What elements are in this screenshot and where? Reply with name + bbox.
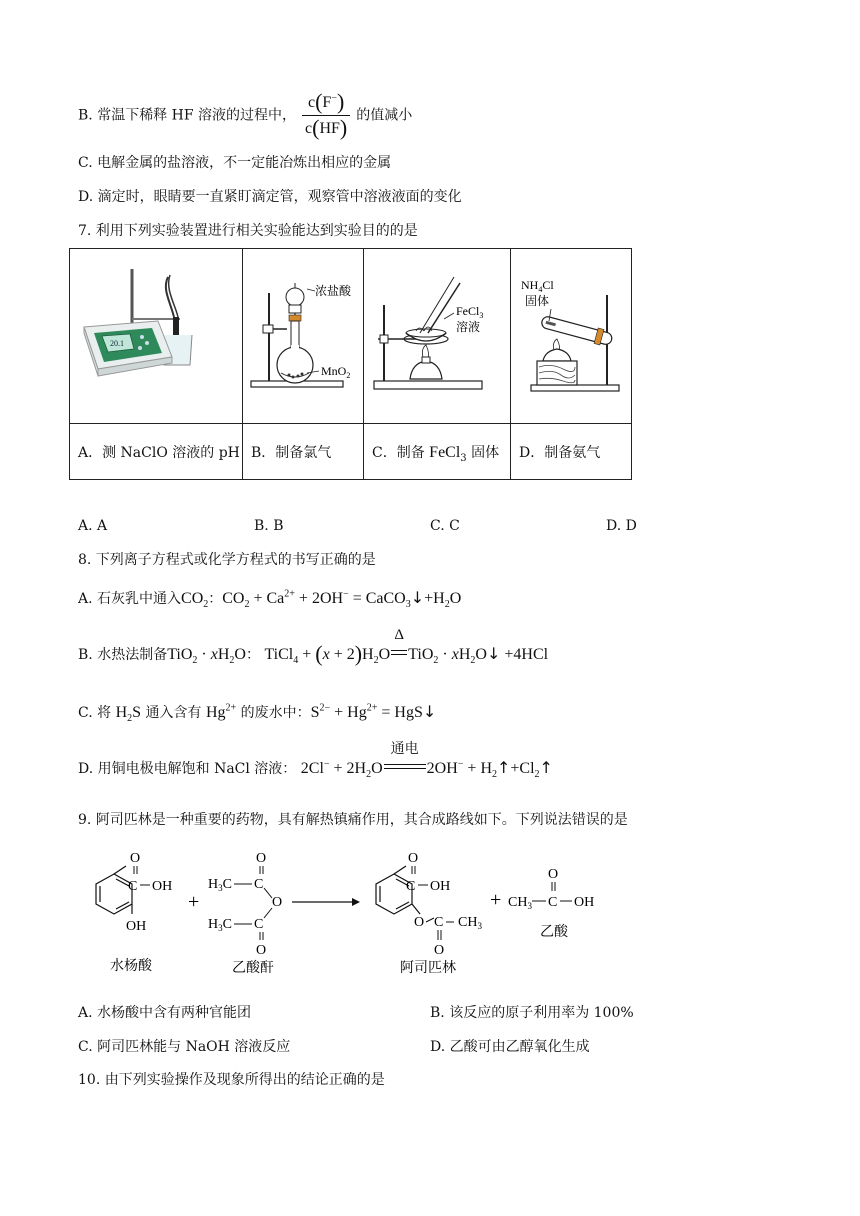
svg-text:+: +	[188, 891, 200, 913]
meter-display: 20.1	[110, 339, 124, 348]
svg-text:O: O	[272, 895, 283, 910]
caption-a: A．测 NaClO 溶液的 pH	[70, 424, 243, 480]
caption-d: D．制备氨气	[511, 424, 632, 480]
q6-option-b: B. 常温下稀释 HF 溶液的过程中， $\frac{c(F^-)}{c(HF)}$ 的值减小	[78, 89, 413, 140]
svg-text:H3C: $H_3C$	[208, 917, 232, 933]
solid-label: 固体	[525, 294, 550, 308]
svg-text:OH: OH	[126, 919, 147, 934]
anhydride-name: 乙酸酐	[232, 961, 274, 976]
aspirin-name: 阿司匹林	[400, 961, 456, 976]
ammonia-figure	[511, 249, 631, 419]
svg-text:H3C: $H_3C$	[208, 877, 232, 893]
q7-choice-a: A. A	[78, 518, 108, 534]
q6-option-c: C. 电解金属的盐溶液，不一定能冶炼出相应的金属	[78, 155, 392, 171]
svg-text:C: C	[254, 917, 264, 932]
acetic-name: 乙酸	[540, 925, 568, 940]
q9-option-d: D. 乙酸可由乙醇氧化生成	[430, 1039, 590, 1055]
q9-option-c: C. 阿司匹林能与 NaOH 溶液反应	[78, 1039, 291, 1055]
apparatus-d-cell	[511, 249, 632, 424]
apparatus-a-cell	[70, 249, 243, 424]
q8-option-a: A. 石灰乳中通入$CO_2$：$CO_2 + Ca^{2+} + 2OH^-$ = $CaCO_3↓+H_2O$	[78, 588, 462, 611]
q8-option-c: C. 将 $H_2S$ 通入含有 $Hg^{2+}$ 的废水中：$S^{2-} + Hg^{2+}$ = HgS↓	[78, 702, 437, 725]
svg-text:C: C	[548, 895, 558, 910]
svg-text:OH: OH	[430, 879, 451, 894]
q8-option-d: D. 用铜电极电解饱和 NaCl 溶液： $2Cl^- + 2H_2O$ 通电 $2OH^- + H_2↑+Cl_2↑$	[78, 741, 553, 781]
q7-choice-b: B. B	[254, 518, 284, 534]
fraction	[302, 89, 350, 140]
q7-choice-d: D. D	[606, 518, 637, 534]
q7-apparatus-table	[69, 248, 632, 480]
apparatus-c-cell	[364, 249, 511, 424]
q8-stem: 8. 下列离子方程式或化学方程式的书写正确的是	[78, 552, 376, 568]
evaporation-figure	[364, 249, 510, 419]
svg-text:O: O	[414, 915, 425, 930]
svg-text:O: O	[256, 851, 267, 866]
svg-text:C: C	[406, 879, 416, 894]
svg-text:O: O	[548, 867, 559, 882]
q7-stem: 7. 利用下列实验装置进行相关实验能达到实验目的的是	[78, 223, 418, 239]
ph-meter-figure	[70, 249, 242, 419]
svg-text:O: O	[256, 943, 267, 958]
salicylic-name: 水杨酸	[110, 959, 152, 974]
caption-c: C．制备 FeCl$_3$ 固体	[364, 424, 511, 480]
svg-text:C: C	[254, 877, 264, 892]
svg-text:OH: OH	[574, 895, 595, 910]
aspirin-synthesis-scheme	[70, 840, 770, 990]
q9-option-a: A. 水杨酸中含有两种官能团	[78, 1005, 252, 1021]
q10-stem: 10. 由下列实验操作及现象所得出的结论正确的是	[78, 1072, 385, 1088]
svg-text:CH3: $CH_3$	[458, 915, 482, 931]
conc-hcl-label: 浓盐酸	[315, 284, 352, 298]
q7-choice-c: C. C	[430, 518, 460, 534]
caption-b: B．制备氯气	[243, 424, 364, 480]
svg-text:OH: OH	[152, 879, 173, 894]
chlorine-generator-figure	[243, 249, 363, 419]
nh4cl-label: $NH_4Cl$	[521, 278, 554, 294]
svg-text:O: O	[130, 851, 141, 866]
salicylic-acid-structure	[96, 866, 132, 914]
q8-option-b: B. 水热法制备$TiO_2 \cdot xH_2O$： TiCl$_4$ + $(x + 2)H_2O$ Δ $TiO_2 \cdot xH_2O↓ +4HCl$	[78, 627, 549, 667]
svg-text:C: C	[434, 915, 444, 930]
svg-text:O: O	[434, 943, 445, 958]
solution-label: 溶液	[456, 320, 481, 334]
fraction-denominator: c(HF)	[305, 115, 348, 140]
svg-text:+: +	[490, 889, 502, 911]
q9-option-b: B. 该反应的原子利用率为 100%	[430, 1005, 634, 1021]
svg-text:CH3: $CH_3$	[508, 895, 532, 911]
q9-stem: 9. 阿司匹林是一种重要的药物，具有解热镇痛作用，其合成路线如下。下列说法错误的是	[78, 812, 628, 828]
apparatus-b-cell	[243, 249, 364, 424]
fecl3-label: FeCl$_3$	[456, 304, 484, 320]
q6-option-d: D. 滴定时，眼睛要一直紧盯滴定管，观察管中溶液液面的变化	[78, 189, 462, 205]
svg-text:O: O	[408, 851, 419, 866]
fraction-numerator: c(F−)	[302, 92, 350, 116]
mno2-label: MnO$_2$	[321, 364, 351, 380]
svg-text:C: C	[128, 879, 138, 894]
